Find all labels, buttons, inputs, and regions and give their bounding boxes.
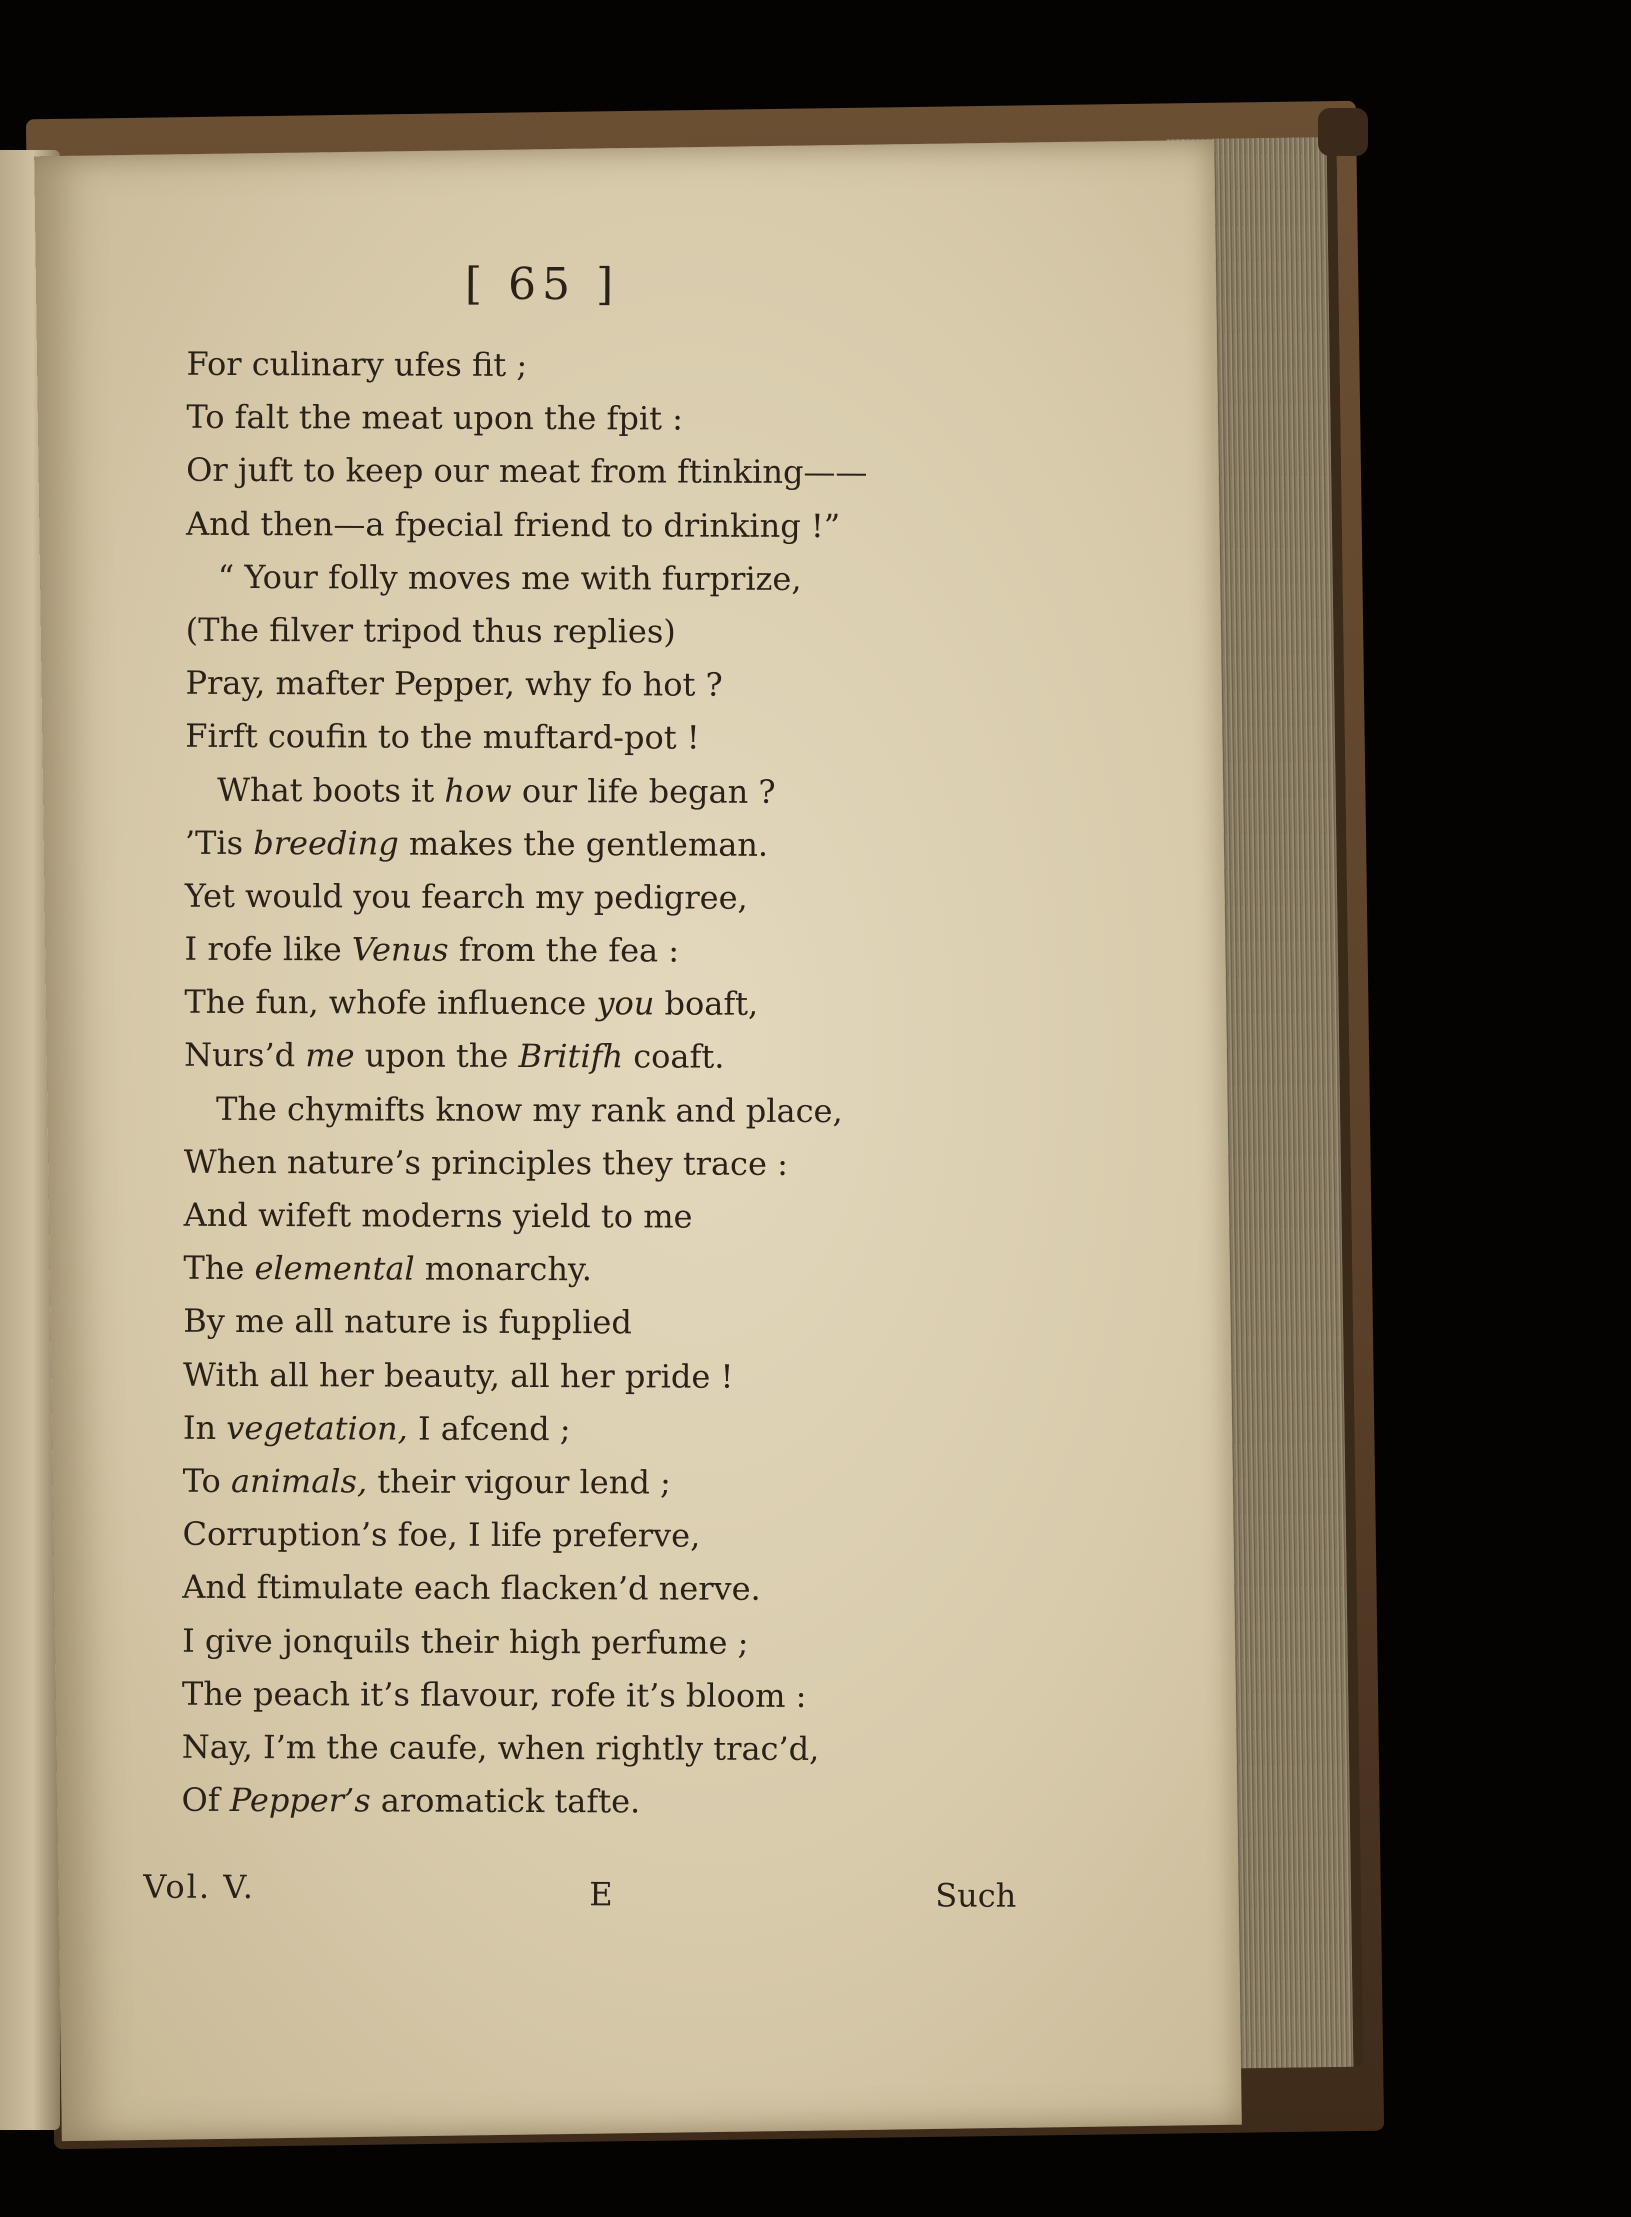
verse-line — [182, 1667, 942, 1723]
verse-text: And wifeft moderns yield to me — [183, 1195, 693, 1236]
verse-line — [183, 1455, 943, 1511]
verse-text: coaft. — [623, 1037, 725, 1077]
verse-text: Or juft to keep our meat from ftinking—— — [186, 451, 868, 492]
verse-text: “ Your folly moves me with furprize, — [217, 557, 802, 598]
verse-line — [184, 923, 944, 979]
verse-line — [186, 338, 946, 394]
verse-text: makes the gentleman. — [398, 824, 769, 864]
italic-word: Pepper’s — [229, 1781, 371, 1820]
verse-text: The chymifts know my rank and place, — [215, 1089, 843, 1130]
verse-line — [184, 1029, 944, 1085]
verse-line — [182, 1614, 942, 1670]
verse-text: The peach it’s flavour, rofe it’s bloom : — [181, 1674, 807, 1715]
verse-text: ’Tis — [184, 823, 254, 862]
verse-line — [186, 604, 946, 660]
verse-line — [182, 1508, 942, 1564]
verse-text: To falt the meat upon the fpit : — [186, 397, 684, 438]
italic-word: how — [444, 771, 512, 810]
italic-word: vegetation, — [226, 1408, 408, 1448]
verse-line — [184, 1136, 944, 1192]
verse-text: The — [183, 1248, 255, 1288]
verse-text: In — [182, 1408, 227, 1447]
verse-text: Yet would you fearch my pedigree, — [184, 876, 748, 917]
verse-line — [181, 1774, 941, 1830]
verse-text: By me all nature is fupplied — [183, 1302, 632, 1342]
verse-line — [183, 1242, 943, 1298]
verse-text: Of — [181, 1780, 230, 1820]
verse-text: The fun, whofe influence — [184, 983, 597, 1023]
catchword: Such — [935, 1876, 1017, 1915]
verse-text: aromatick tafte. — [370, 1781, 641, 1821]
italic-word: Britifh — [518, 1037, 624, 1076]
verse-text: What boots it — [217, 770, 445, 810]
verse-line — [186, 497, 946, 553]
verse-line — [185, 710, 945, 766]
verse-text: With all her beauty, all her pride ! — [182, 1355, 734, 1396]
verse-line — [186, 444, 946, 500]
verse-text: Nay, I’m the caufe, when rightly trac’d, — [181, 1727, 820, 1768]
verse-line — [183, 1348, 943, 1404]
verse-text: I give jonquils their high perfume ; — [182, 1621, 749, 1662]
verse-text: boaft, — [654, 984, 759, 1024]
verse-line — [185, 870, 945, 926]
verse-line — [185, 816, 945, 872]
signature-mark: E — [589, 1875, 613, 1914]
verse-line — [185, 657, 945, 713]
verse-text: Nurs’d — [184, 1036, 306, 1075]
italic-word: breeding — [253, 823, 399, 863]
verse-text: upon the — [354, 1036, 519, 1076]
italic-word: Venus — [351, 930, 449, 969]
verse-line — [184, 1189, 944, 1245]
verse-text: Pray, mafter Pepper, why fo hot ? — [185, 663, 723, 704]
italic-word: you — [596, 984, 655, 1023]
verse-text: Firft coufin to the muftard-pot ! — [185, 717, 700, 757]
page-footer — [143, 1867, 1017, 1931]
verse-line — [186, 391, 946, 447]
verse-line — [184, 1082, 944, 1138]
verse-text: I rofe like — [184, 929, 352, 969]
verse-text: monarchy. — [414, 1249, 593, 1289]
verse-text: And then—a fpecial friend to drinking !” — [185, 504, 841, 545]
verse-line — [182, 1721, 942, 1777]
verse-text: I afcend ; — [407, 1409, 571, 1448]
verse-text: our life began ? — [511, 771, 776, 811]
verse-text: To — [182, 1461, 232, 1500]
italic-word: me — [305, 1036, 355, 1075]
verse-line — [184, 976, 944, 1032]
verse-text: (The filver tripod thus replies) — [185, 610, 676, 651]
verse-text: from the fea : — [448, 930, 680, 970]
verse-text: their vigour lend ; — [367, 1462, 671, 1502]
verse-text: For culinary ufes fit ; — [186, 344, 528, 384]
verse-line — [183, 1295, 943, 1351]
verse-line — [182, 1561, 942, 1617]
poem-verse — [181, 338, 946, 1830]
verse-line — [183, 1402, 943, 1458]
verse-text: And ftimulate each flacken’d nerve. — [182, 1568, 761, 1609]
verse-text: When nature’s principles they trace : — [183, 1142, 788, 1183]
italic-word: animals, — [230, 1461, 368, 1501]
italic-word: elemental — [254, 1249, 415, 1288]
verse-text: Corruption’s foe, I life preferve, — [182, 1514, 701, 1555]
verse-line — [185, 763, 945, 819]
volume-label: Vol. V. — [143, 1867, 256, 1907]
page-number: [ 65 ] — [464, 258, 620, 311]
verse-line — [186, 551, 946, 607]
